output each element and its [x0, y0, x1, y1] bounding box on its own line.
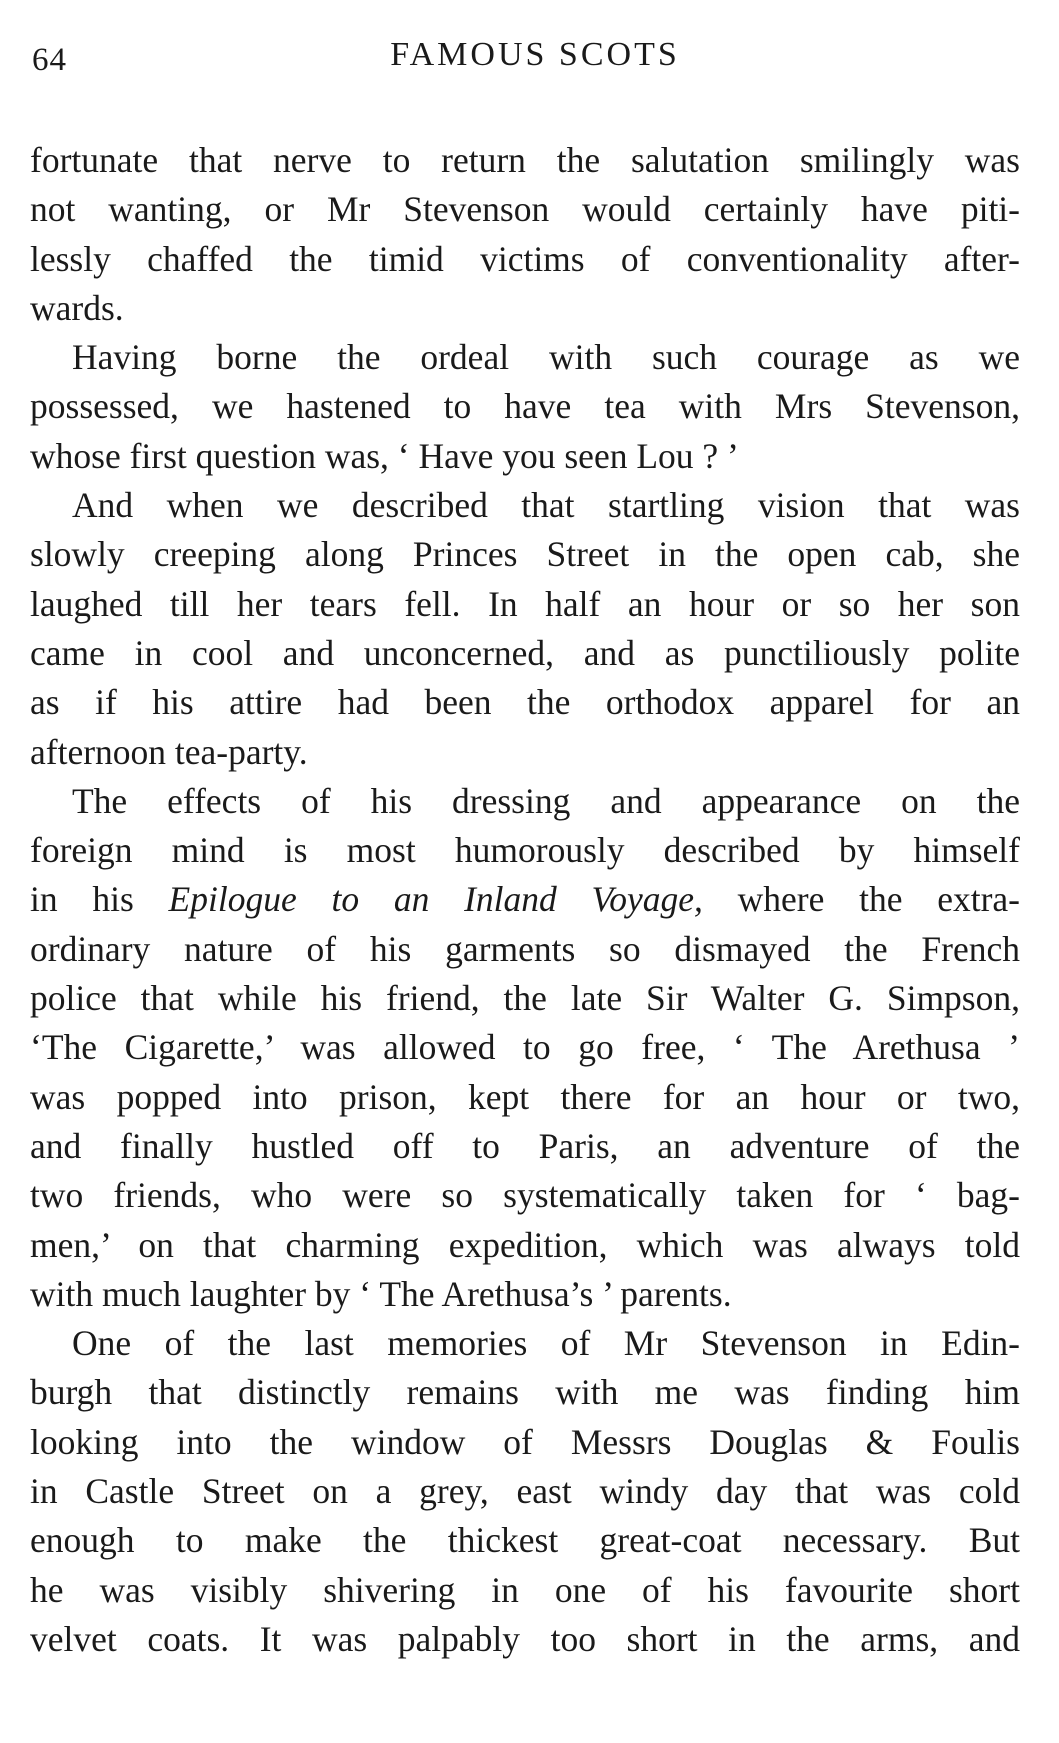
paragraph	[30, 481, 1020, 777]
text-line: was popped into prison, kept there for an hour or two,	[30, 1076, 1020, 1117]
text-line: with much laughter by ‘ The Arethusa’s ’ parents.	[30, 1273, 732, 1314]
text-line: as if his attire had been the orthodox apparel for an	[30, 682, 1020, 723]
text-line: fortunate that nerve to return the salutation smilingly was	[30, 140, 1020, 180]
book-page	[30, 28, 1020, 1664]
text-line: foreign mind is most humorously described by himself	[30, 830, 1020, 871]
text-line: afternoon tea-party.	[30, 731, 308, 772]
body-text	[30, 136, 1020, 1664]
text-line: looking into the window of Messrs Douglas & Foulis	[30, 1421, 1020, 1462]
text-line: he was visibly shivering in one of his favourite short	[30, 1569, 1020, 1610]
text-line-italic-title	[30, 875, 1020, 924]
page-header	[30, 28, 1020, 84]
text-line: Having borne the ordeal with such courage as we	[72, 337, 1020, 378]
text-line: enough to make the thickest great-coat necessary. But	[30, 1520, 1020, 1561]
paragraph	[30, 333, 1020, 481]
text-line: two friends, who were so systematically taken for ‘ bag-	[30, 1175, 1020, 1216]
paragraph	[30, 136, 1020, 333]
text-line: One of the last memories of Mr Stevenson in Edin-	[72, 1323, 1020, 1364]
text-line: ‘The Cigarette,’ was allowed to go free, ‘ The Arethusa ’	[30, 1027, 1020, 1068]
text-line: ordinary nature of his garments so dismayed the French	[30, 928, 1020, 969]
text-line: whose first question was, ‘ Have you seen Lou ? ’	[30, 435, 739, 476]
text-line: lessly chaffed the timid victims of conventionality after-	[30, 238, 1020, 279]
text-line: velvet coats. It was palpably too short in the arms, and	[30, 1618, 1020, 1659]
paragraph	[30, 1319, 1020, 1664]
text-line: in Castle Street on a grey, east windy day that was cold	[30, 1471, 1020, 1512]
page-number: 64	[32, 42, 67, 78]
text-line: possessed, we hastened to have tea with Mrs Stevenson,	[30, 386, 1020, 427]
text-after-title: where the extra-	[702, 879, 1020, 920]
text-line: The effects of his dressing and appearance on the	[72, 780, 1020, 821]
paragraph	[30, 777, 1020, 1319]
book-title: Epilogue to an Inland Voyage,	[168, 879, 703, 920]
text-line: wards.	[30, 287, 124, 328]
text-line: burgh that distinctly remains with me was finding him	[30, 1372, 1020, 1413]
text-line: And when we described that startling vision that was	[72, 485, 1020, 526]
text-line: slowly creeping along Princes Street in the open cab, she	[30, 534, 1020, 575]
text-before-title: in his	[30, 879, 169, 920]
text-line: came in cool and unconcerned, and as punctiliously polite	[30, 632, 1020, 673]
text-line: police that while his friend, the late Sir Walter G. Simpson,	[30, 978, 1020, 1019]
text-line: laughed till her tears fell. In half an hour or so her son	[30, 583, 1020, 624]
text-line: men,’ on that charming expedition, which was always told	[30, 1224, 1020, 1265]
text-line: and finally hustled off to Paris, an adventure of the	[30, 1125, 1020, 1166]
text-line: not wanting, or Mr Stevenson would certainly have piti-	[30, 189, 1020, 230]
running-title: FAMOUS SCOTS	[390, 36, 680, 73]
